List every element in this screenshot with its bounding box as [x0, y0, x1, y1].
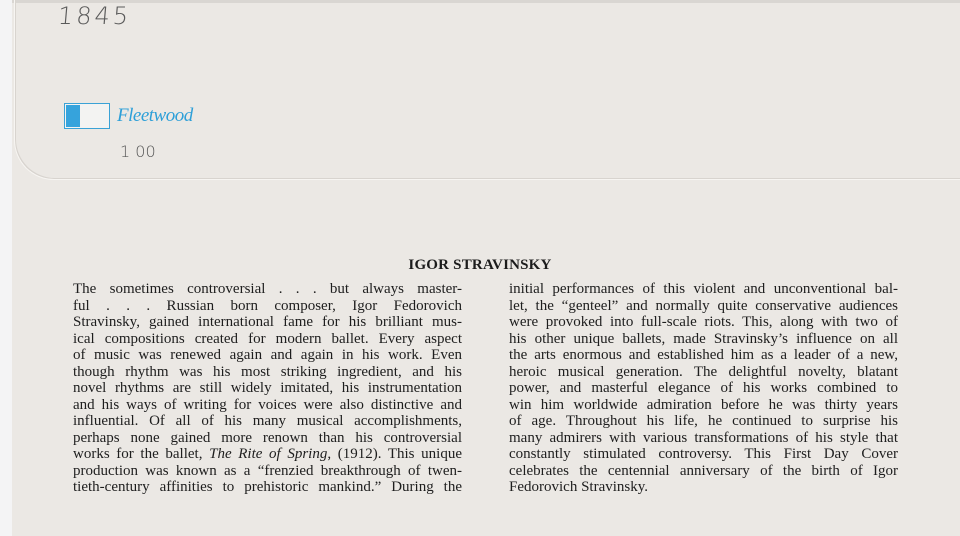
text-line: win him worldwide admiration before he was thirty years: [509, 396, 898, 413]
text-line: the arts enormous and established him as a leader of a new,: [509, 347, 898, 363]
text-line: his other unique ballets, made Stravinsky’s influence on all: [509, 330, 898, 347]
text-segment: works for the ballet,: [73, 446, 210, 462]
text-line: many admirers with various transformations of his style that: [509, 429, 898, 446]
logo-mark-icon: [64, 103, 110, 129]
text-line: novel rhythms are still widely imitated, his instrumentation: [73, 380, 462, 396]
text-line: tieth-century affinities to prehistoric mankind.” During the: [73, 479, 462, 495]
text-line: were provoked into full-scale riots. This, along with two of: [509, 314, 898, 330]
text-line: of age. Throughout his life, he continued to surprise his: [509, 413, 898, 429]
text-line: production was known as a “frenzied breakthrough of twen-: [73, 462, 462, 479]
text-line: initial performances of this violent and unconventional bal-: [509, 281, 898, 297]
text-line: constantly stimulated controversy. This First Day Cover: [509, 446, 898, 462]
text-line: The sometimes controversial . . . but always master-: [73, 281, 462, 297]
text-line: of music was renewed again and again in his work. Even: [73, 347, 462, 363]
text-line: Stravinsky, gained international fame for his brilliant mus-: [73, 314, 462, 330]
text-line: [73, 446, 462, 463]
fleetwood-logo: [64, 103, 193, 129]
text-line: perhaps none gained more renown than his controversial: [73, 429, 462, 446]
handwritten-price: 1 00: [120, 142, 156, 161]
text-line: heroic musical generation. The delightful novelty, blatant: [509, 363, 898, 380]
handwritten-catalog-number: 1845: [56, 2, 133, 30]
logo-text: Fleetwood: [117, 105, 193, 126]
text-line: Fedorovich Stravinsky.: [509, 479, 649, 495]
text-line: let, the “genteel” and normally quite conservative audiences: [509, 297, 898, 314]
text-line: celebrates the centennial anniversary of the birth of Igor: [509, 462, 898, 479]
text-line: ful . . . Russian born composer, Igor Fedorovich: [73, 297, 462, 314]
text-line: though rhythm was his most striking ingredient, and his: [73, 363, 462, 380]
envelope-flap: [14, 0, 960, 180]
text-line: ical compositions created for modern ballet. Every aspect: [73, 330, 462, 347]
ballet-title: The Rite of Spring: [209, 446, 328, 462]
text-line: and his ways of writing for voices were also distinctive and: [73, 396, 462, 413]
article-left-column: [73, 281, 462, 496]
text-line: influential. Of all of his many musical accomplishments,: [73, 413, 462, 429]
article-right-column: [509, 281, 898, 496]
text-line: power, and masterful elegance of his works combined to: [509, 380, 898, 396]
article-title: IGOR STRAVINSKY: [408, 257, 552, 273]
text-segment: , (1912). This unique: [327, 446, 462, 462]
